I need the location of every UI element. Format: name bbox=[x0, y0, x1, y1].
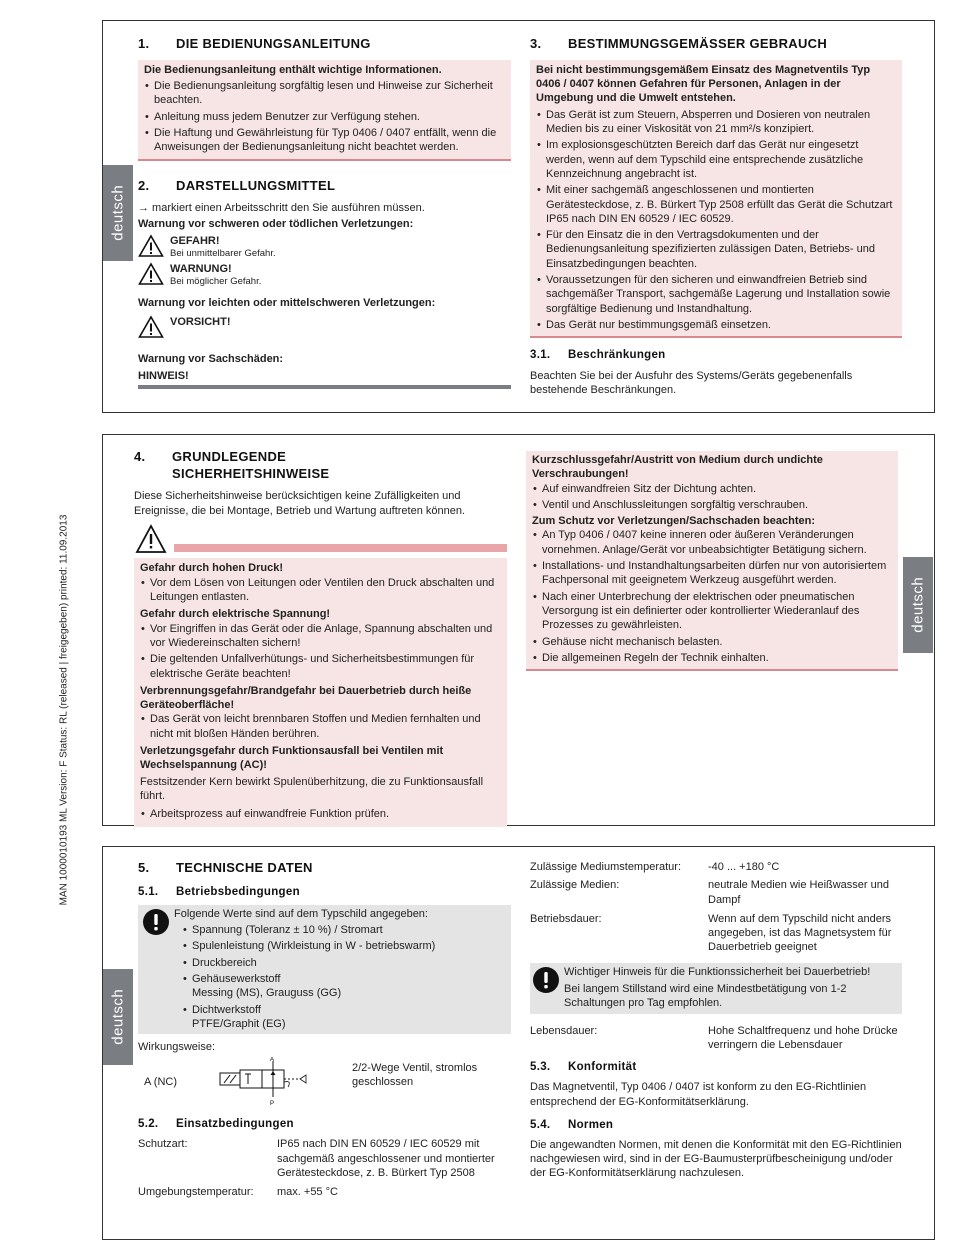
list-item: • Nach einer Unterbrechung der elektrischen oder pneumatischen Versorgung ist ein definierter oder kontrollierter Wiederanlauf des Prozesses zu gewährleisten. bbox=[532, 590, 892, 633]
section-2-heading: 2. DARSTELLUNGSMITTEL bbox=[138, 177, 336, 193]
section-3-heading: 3. BESTIMMUNGSGEMÄSSER GEBRAUCH bbox=[530, 36, 828, 51]
gefahr-row bbox=[138, 234, 511, 261]
list-item: • Ventil und Anschlussleitungen sorgfältig verschrauben. bbox=[532, 498, 892, 512]
warn-light-label: Warnung vor leichten oder mittelschweren Verletzungen: bbox=[138, 297, 436, 310]
medtemp-value: -40 ... +180 °C bbox=[708, 861, 780, 873]
medien-label: Zulässige Medien: bbox=[530, 879, 620, 892]
typeplate-box bbox=[138, 905, 511, 1034]
betrieb-label: Betriebsdauer: bbox=[530, 912, 602, 925]
language-tab: deutsch bbox=[903, 557, 933, 653]
left-column bbox=[138, 36, 511, 389]
hazard-electric-title: Gefahr durch elektrische Spannung! bbox=[140, 608, 331, 621]
right-column bbox=[530, 860, 902, 1181]
language-tab: deutsch bbox=[103, 165, 133, 261]
note-lead: Wichtiger Hinweis für die Funktionssicherheit bei Dauerbetrieb! bbox=[564, 965, 871, 978]
exclamation-icon bbox=[532, 966, 560, 994]
document-status-sidebar bbox=[54, 472, 74, 948]
hazard-ac-list bbox=[140, 807, 501, 821]
valve-nc-desc: 2/2-Wege Ventil, stromlos geschlossen bbox=[352, 1061, 478, 1088]
lebens-row bbox=[530, 1024, 902, 1053]
section-5-4-text: Die angewandten Normen, mit denen die Konformität mit den EG-Richtlinien nachgewiesen wird, sind in der EG-Baumusterprüfbescheinigung und/oder der EG-Konformitätserklärung nachzulesen. bbox=[530, 1138, 902, 1180]
warning-triangle-icon bbox=[138, 262, 164, 286]
hazard-pressure-title: Gefahr durch hohen Druck! bbox=[140, 562, 284, 575]
medien-row bbox=[530, 878, 902, 907]
medtemp-label: Zulässige Mediumstemperatur: bbox=[530, 861, 682, 873]
panel-section-4 bbox=[102, 434, 935, 826]
list-item: • Das Gerät von leicht brennbaren Stoffen und Medien fernhalten und nicht mit bloßen Händen berühren. bbox=[140, 712, 501, 741]
hazard-short-title: Kurzschlussgefahr/Austritt von Medium durch undichte Verschraubungen! bbox=[532, 454, 823, 481]
exclamation-icon bbox=[142, 908, 170, 936]
list-item: • Im explosionsgeschützten Bereich darf das Gerät nur eingesetzt werden, wenn auf dem Typschild eine entsprechende zusätzliche Kennzeichnung angebracht ist. bbox=[536, 138, 896, 181]
hinweis-label: HINWEIS! bbox=[138, 370, 189, 383]
warning-triangle-icon bbox=[138, 234, 164, 258]
list-item: • Vor dem Lösen von Leitungen oder Ventilen den Druck abschalten und Leitungen entlasten. bbox=[140, 576, 501, 605]
list-item: • Das Gerät nur bestimmungsgemäß einsetzen. bbox=[536, 318, 896, 332]
vorsicht-row bbox=[138, 315, 511, 339]
list-item: • Die geltenden Unfallverhütungs- und Sicherheitsbestimmungen für elektrische Geräte beachten! bbox=[140, 652, 501, 681]
hinweis-bar bbox=[138, 385, 511, 389]
section-4-left-box bbox=[134, 558, 507, 826]
list-item: • Vor Eingriffen in das Gerät oder die Anlage, Spannung abschalten und vor Wiedereinschalten sichern! bbox=[140, 622, 501, 651]
section-3-list bbox=[536, 108, 896, 332]
section-3-lead: Bei nicht bestimmungsgemäßem Einsatz des Magnetventils Typ 0406 / 0407 können Gefahren für Personen, Anlagen in der Umgebung und die Umwelt entstehen. bbox=[536, 63, 871, 105]
medien-value: neutrale Medien wie Heißwasser und Dampf bbox=[708, 879, 889, 906]
warn-property-label: Warnung vor Sachschäden: bbox=[138, 352, 284, 365]
note-text: Bei langem Stillstand wird eine Mindestbetätigung von 1-2 Schaltungen pro Tag empfohlen. bbox=[564, 983, 847, 1010]
list-item: • Die Haftung und Gewährleistung für Typ 0406 / 0407 entfällt, wenn die Anweisungen der Bedienungsanleitung nicht beachtet werden. bbox=[144, 126, 505, 155]
section-1-heading: 1. DIE BEDIENUNGSANLEITUNG bbox=[138, 36, 371, 51]
umgebung-value: max. +55 °C bbox=[277, 1186, 338, 1199]
umgebung-label: Umgebungstemperatur: bbox=[138, 1186, 254, 1199]
umgebung-row bbox=[138, 1185, 511, 1199]
lebens-value: Hohe Schaltfrequenz und hohe Drücke verringern die Lebensdauer bbox=[708, 1024, 898, 1051]
section-5-3-text: Das Magnetventil, Typ 0406 / 0407 ist konform zu den EG-Richtlinien entsprechend der EG-Konformitätserklärung. bbox=[530, 1081, 867, 1108]
warnung-label: WARNUNG! bbox=[170, 262, 232, 275]
section-5-2-heading: 5.2. Einsatzbedingungen bbox=[138, 1117, 294, 1130]
list-item: • Für den Einsatz die in den Vertragsdokumenten und der Bedienungsanleitung spezifizierten zulässigen Daten, Betriebs- und Einsatzbedingungen beachten. bbox=[536, 228, 896, 271]
panel-section-5 bbox=[102, 846, 935, 1240]
arrow-instruction: → markiert einen Arbeitsschritt den Sie ausführen müssen. bbox=[138, 201, 425, 214]
hazard-ac-text: Festsitzender Kern bewirkt Spulenüberhitzung, die zu Funktionsausfall führt. bbox=[140, 775, 484, 802]
section-4-intro: Diese Sicherheitshinweise berücksichtigen keine Zufälligkeiten und Ereignisse, die bei Montage, Betrieb und Wartung auftreten können. bbox=[134, 489, 466, 517]
schutzart-value: IP65 nach DIN EN 60529 / IEC 60529 mit sachgemäß angeschlossener und montierter Gerätesteckdose, z. B. Bürkert Typ 2508 bbox=[277, 1138, 495, 1180]
section-1-box bbox=[138, 60, 511, 161]
list-item: • Installations- und Instandhaltungsarbeiten dürfen nur von autorisiertem Fachpersonal mit geeignetem Werkzeug ausgeführt werden. bbox=[532, 559, 892, 588]
section-5-4-heading: 5.4. Normen bbox=[530, 1118, 614, 1131]
section-5-3-heading: 5.3. Konformität bbox=[530, 1061, 637, 1074]
section-1-lead: Die Bedienungsanleitung enthält wichtige Informationen. bbox=[144, 63, 442, 76]
hazard-burn-list bbox=[140, 712, 501, 741]
section-4-right-box bbox=[526, 451, 898, 671]
port-a-label: A bbox=[270, 1056, 275, 1063]
hazard-burn-title: Verbrennungsgefahr/Brandgefahr bei Dauerbetrieb durch heiße Geräteoberfläche! bbox=[140, 684, 472, 712]
right-column bbox=[530, 36, 902, 398]
valve-symbol-icon bbox=[218, 1057, 328, 1107]
list-item: • Anleitung muss jedem Benutzer zur Verfügung stehen. bbox=[144, 110, 505, 124]
left-column bbox=[138, 860, 511, 1200]
language-tab: deutsch bbox=[103, 969, 133, 1065]
hazard-electric-list bbox=[140, 622, 501, 681]
warnung-row bbox=[138, 262, 511, 289]
warning-triangle-icon bbox=[135, 524, 167, 554]
schutzart-label: Schutzart: bbox=[138, 1138, 188, 1151]
betrieb-row bbox=[530, 912, 902, 955]
list-item: • Dichtwerkstoff PTFE/Graphit (EG) bbox=[182, 1003, 435, 1032]
gefahr-label: GEFAHR! bbox=[170, 235, 220, 248]
list-item: • Die allgemeinen Regeln der Technik einhalten. bbox=[532, 651, 892, 665]
list-item: • Voraussetzungen für den sicheren und einwandfreien Betrieb sind sachgemäßer Transport, sachgemäße Lagerung und Installation sowie sorgfältige Bedienung und Instandhaltung. bbox=[536, 273, 896, 316]
section-3-1-heading: 3.1. Beschränkungen bbox=[530, 349, 666, 362]
document-status-text: MAN 1000010193 ML Version: F Status: RL (released | freigegeben) printed: 11.09.2013 bbox=[58, 514, 70, 906]
section-4-heading: 4. GRUNDLEGENDE SICHERHEITSHINWEISE bbox=[134, 449, 330, 481]
list-item: • Gehäusewerkstoff Messing (MS), Grauguss (GG) bbox=[182, 972, 435, 1001]
section-5-1-heading: 5.1. Betriebsbedingungen bbox=[138, 885, 300, 898]
section-3-1-text: Beachten Sie bei der Ausfuhr des Systems/Geräts gegebenenfalls bestehende Beschränkungen. bbox=[530, 370, 853, 397]
lebens-label: Lebensdauer: bbox=[530, 1024, 598, 1037]
warning-triangle-icon bbox=[138, 315, 164, 339]
hazard-short-list bbox=[532, 482, 892, 513]
section-1-list bbox=[144, 79, 505, 154]
left-column bbox=[134, 449, 507, 827]
right-column bbox=[526, 451, 898, 671]
list-item: • Das Gerät ist zum Steuern, Absperren und Dosieren von neutralen Medien bis zu einer Viskosität von 21 mm²/s konzipiert. bbox=[536, 108, 896, 137]
list-item: • Spannung (Toleranz ± 10 %) / Stromart bbox=[182, 923, 435, 937]
port-p-label: P bbox=[270, 1100, 275, 1107]
list-item: • An Typ 0406 / 0407 keine inneren oder äußeren Veränderungen vornehmen. Anlage/Gerät vor unbeabsichtigter Betätigung sichern. bbox=[532, 528, 892, 557]
section-3-box bbox=[530, 60, 902, 338]
typeplate-lead: Folgende Werte sind auf dem Typschild angegeben: bbox=[174, 907, 428, 920]
list-item: • Spulenleistung (Wirkleistung in W - betriebswarm) bbox=[182, 939, 435, 953]
medtemp-row bbox=[530, 860, 902, 874]
list-item: • Die Bedienungsanleitung sorgfältig lesen und Hinweise zur Sicherheit beachten. bbox=[144, 79, 505, 108]
hazard-ac-title: Verletzungsgefahr durch Funktionsausfall bei Ventilen mit Wechselspannung (AC)! bbox=[140, 745, 444, 772]
gefahr-desc: Bei unmittelbarer Gefahr. bbox=[170, 248, 276, 260]
vorsicht-label: VORSICHT! bbox=[170, 315, 231, 328]
warnung-desc: Bei möglicher Gefahr. bbox=[170, 276, 262, 288]
list-item: • Druckbereich bbox=[182, 956, 435, 970]
protect-list bbox=[532, 528, 892, 665]
note-box bbox=[530, 963, 902, 1014]
betrieb-value: Wenn auf dem Typschild nicht anders angegeben, ist das Magnetsystem für Dauerbetrieb geeignet bbox=[708, 912, 892, 954]
schutzart-row bbox=[138, 1137, 511, 1180]
wirkungsweise-label: Wirkungsweise: bbox=[138, 1041, 216, 1054]
valve-symbol-row bbox=[138, 1057, 511, 1117]
warn-heavy-label: Warnung vor schweren oder tödlichen Verletzungen: bbox=[138, 217, 414, 230]
list-item: • Arbeitsprozess auf einwandfreie Funktion prüfen. bbox=[140, 807, 501, 821]
list-item: • Gehäuse nicht mechanisch belasten. bbox=[532, 635, 892, 649]
hazard-pressure-list bbox=[140, 576, 501, 605]
section-5-heading: 5. TECHNISCHE DATEN bbox=[138, 860, 313, 875]
panel-sections-1-3 bbox=[102, 20, 935, 413]
typeplate-list bbox=[182, 923, 435, 1031]
safety-header bbox=[134, 524, 507, 558]
list-item: • Auf einwandfreien Sitz der Dichtung achten. bbox=[532, 482, 892, 496]
valve-nc-label: A (NC) bbox=[144, 1075, 177, 1088]
protect-title: Zum Schutz vor Verletzungen/Sachschaden beachten: bbox=[532, 515, 816, 528]
safety-header-bar bbox=[174, 544, 507, 552]
list-item: • Mit einer sachgemäß angeschlossenen und montierten Gerätesteckdose, z. B. Bürkert Typ 2508 erfüllt das Gerät die Schutzart IP65 nach DIN EN 60529 / IEC 60529. bbox=[536, 183, 896, 226]
